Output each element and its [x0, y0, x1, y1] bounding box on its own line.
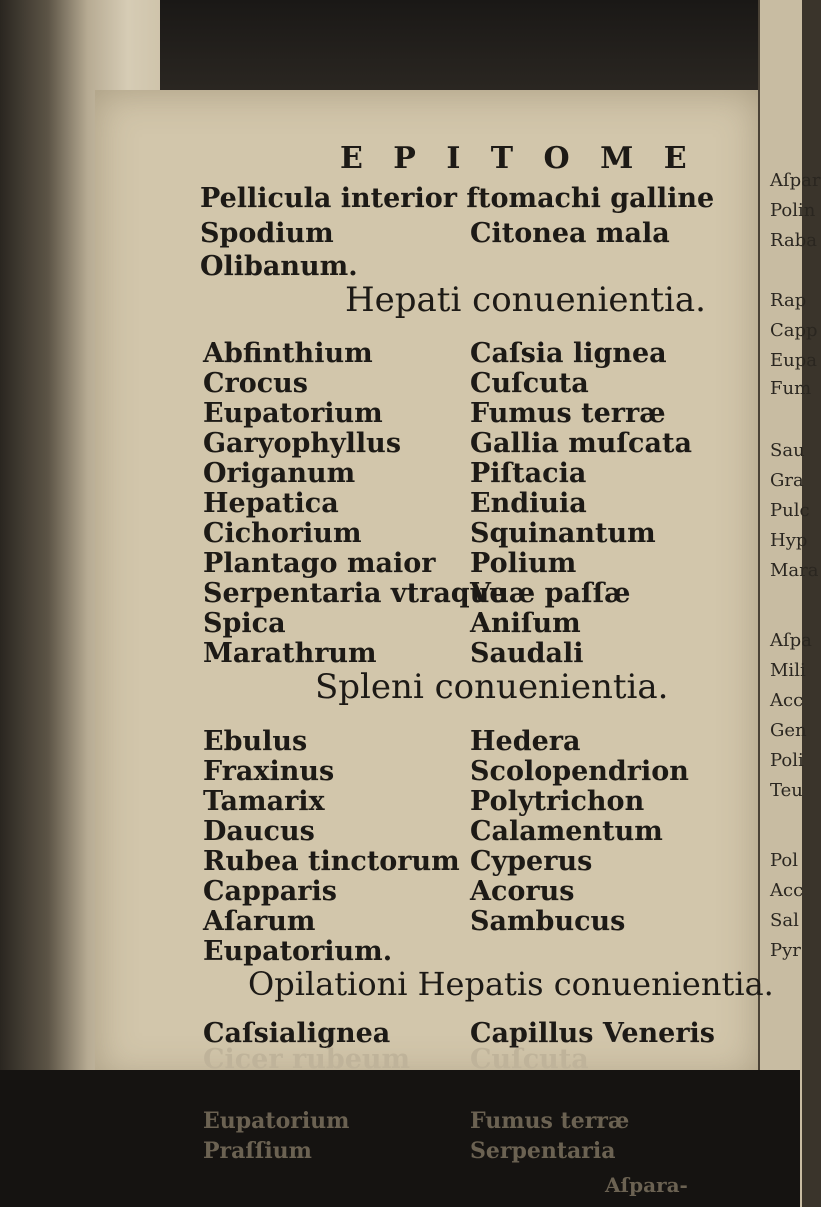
facing-margin-word: Capp	[770, 320, 818, 341]
list-item: Acorus	[470, 876, 575, 907]
facing-page-edge	[758, 0, 821, 1207]
catchword: Aſpara-	[605, 1173, 688, 1197]
list-item: Abfinthium	[203, 338, 373, 369]
list-item: Squinantum	[470, 518, 656, 549]
list-item: Eupatorium	[203, 398, 383, 429]
list-item: Hepatica	[203, 488, 339, 519]
list-item: Cuſcuta	[470, 1044, 589, 1075]
facing-margin-word: Pulc	[770, 500, 810, 521]
facing-margin-word: Gra	[770, 470, 804, 491]
list-item: Ebulus	[203, 726, 308, 757]
facing-margin-word: Teu	[770, 780, 803, 801]
list-item: Sambucus	[470, 906, 626, 937]
section-heading: Spleni conuenientia.	[315, 667, 669, 707]
list-item: Eupatorium.	[203, 936, 393, 967]
list-item: Fraxinus	[203, 756, 335, 787]
intro-line: Pellicula interior ftomachi galline	[200, 183, 715, 214]
section-heading: Hepati conuenientia.	[345, 280, 706, 320]
facing-margin-word: Raba	[770, 230, 817, 251]
list-item: Endiuia	[470, 488, 587, 519]
facing-margin-word: Rap	[770, 290, 807, 311]
facing-margin-word: Aſpa	[770, 630, 812, 651]
list-item: Capparis	[203, 876, 337, 907]
facing-margin-word: Fum	[770, 378, 812, 399]
facing-margin-word: Poli	[770, 750, 804, 771]
list-item: Caſsialignea	[203, 1018, 391, 1049]
facing-margin-word: Acc	[770, 690, 804, 711]
facing-margin-word: Sau	[770, 440, 805, 461]
list-item: Plantago maior	[203, 548, 436, 579]
list-item: Piſtacia	[470, 458, 587, 489]
list-item: Polytrichon	[470, 786, 645, 817]
list-item: Garyophyllus	[203, 428, 402, 459]
list-item: Gallia muſcata	[470, 428, 692, 459]
list-item: Cichorium	[203, 518, 362, 549]
list-item: Cyperus	[470, 846, 593, 877]
list-item: Marathrum	[203, 638, 377, 669]
facing-margin-word: Aſpar	[770, 170, 821, 191]
list-item: Serpentaria	[470, 1138, 616, 1164]
list-item: Tamarix	[203, 786, 325, 817]
facing-margin-word: Gen	[770, 720, 807, 741]
list-item: Serpentaria vtraque	[203, 578, 507, 609]
intro-line: Citonea mala	[470, 218, 670, 249]
running-head: E P I T O M E	[340, 141, 697, 176]
list-item: Fumus terræ	[470, 1108, 630, 1134]
list-item: Calamentum	[470, 816, 663, 847]
list-item: Polium	[470, 548, 577, 579]
list-item: Aniſum	[470, 608, 581, 639]
list-item: Origanum	[203, 458, 356, 489]
section-heading: Opilationi Hepatis conuenientia.	[248, 965, 774, 1003]
list-item: Daucus	[203, 816, 315, 847]
facing-margin-word: Pol	[770, 850, 798, 871]
list-item: Crocus	[203, 368, 308, 399]
facing-margin-word: Sal	[770, 910, 799, 931]
facing-margin-word: Mili	[770, 660, 806, 681]
list-item: Aſarum	[203, 906, 316, 937]
list-item: Eupatorium	[203, 1108, 350, 1134]
facing-margin-word: Hyp	[770, 530, 808, 551]
list-item: Saudali	[470, 638, 584, 669]
intro-line: Spodium	[200, 218, 334, 249]
list-item: Caſsia lignea	[470, 338, 667, 369]
list-item: Cuſcuta	[470, 368, 589, 399]
list-item: Rubea tinctorum	[203, 846, 460, 877]
facing-margin-word: Pyr	[770, 940, 801, 961]
facing-margin-word: Eupa	[770, 350, 817, 371]
list-item: Scolopendrion	[470, 756, 689, 787]
list-item: Fumus terræ	[470, 398, 666, 429]
list-item: Cicer rubeum	[203, 1044, 411, 1075]
facing-margin-word: Polin	[770, 200, 816, 221]
list-item: Hedera	[470, 726, 581, 757]
list-item: Vuæ paſſæ	[470, 578, 631, 609]
list-item: Spica	[203, 608, 286, 639]
list-item: Capillus Veneris	[470, 1018, 716, 1049]
facing-margin-word: Mara	[770, 560, 819, 581]
intro-line: Olibanum.	[200, 251, 358, 282]
list-item: Praſſium	[203, 1138, 312, 1164]
facing-margin-word: Acc	[770, 880, 804, 901]
